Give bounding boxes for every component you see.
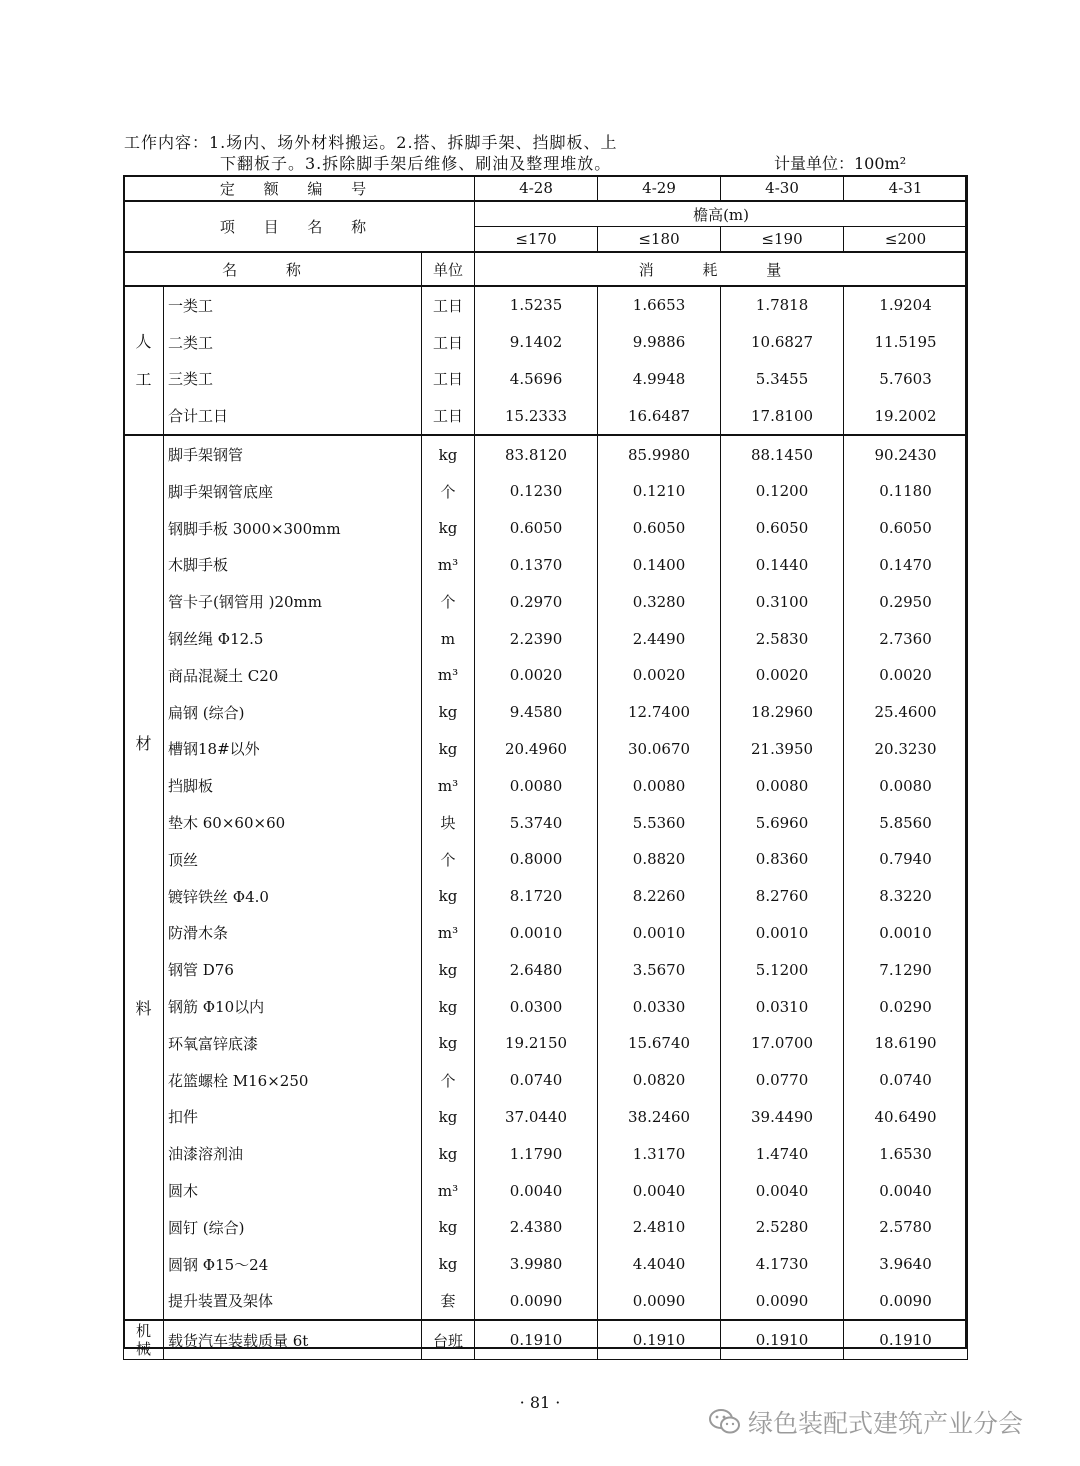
unit-col-label: 单位 — [422, 252, 475, 286]
value-cell: 1.7818 — [721, 286, 844, 324]
value-cell: 37.0440 — [475, 1099, 598, 1136]
row-unit: kg — [422, 1135, 475, 1172]
value-cell: 2.4810 — [598, 1209, 721, 1246]
height-cell: ≤180 — [598, 227, 721, 253]
row-unit: 个 — [422, 473, 475, 510]
row-name: 提升装置及架体 — [164, 1283, 422, 1321]
row-unit: 套 — [422, 1283, 475, 1321]
table-row — [124, 510, 968, 547]
value-cell: 0.0020 — [475, 657, 598, 694]
value-cell: 0.1400 — [598, 547, 721, 584]
value-cell: 3.9640 — [844, 1246, 968, 1283]
value-cell: 0.0020 — [598, 657, 721, 694]
table-row — [124, 767, 968, 804]
table-row — [124, 397, 968, 435]
row-unit: m — [422, 620, 475, 657]
row-unit: kg — [422, 435, 475, 473]
value-cell: 30.0670 — [598, 731, 721, 768]
name-label: 名 称 — [124, 252, 422, 286]
value-cell: 1.6530 — [844, 1135, 968, 1172]
value-cell: 2.2390 — [475, 620, 598, 657]
table-row — [124, 1135, 968, 1172]
value-cell: 9.4580 — [475, 694, 598, 731]
row-name: 商品混凝土 C20 — [164, 657, 422, 694]
code-cell: 4-28 — [475, 176, 598, 202]
unit-label: 计量单位：100m² — [774, 154, 907, 173]
value-cell: 1.5235 — [475, 286, 598, 324]
row-unit: kg — [422, 510, 475, 547]
row-name: 花篮螺栓 M16×250 — [164, 1062, 422, 1099]
value-cell: 0.1180 — [844, 473, 968, 510]
material-section — [124, 435, 968, 1320]
row-unit: m³ — [422, 915, 475, 952]
value-cell: 4.4040 — [598, 1246, 721, 1283]
consumption-label: 消 耗 量 — [475, 252, 968, 286]
value-cell: 0.0010 — [475, 915, 598, 952]
watermark — [708, 1404, 1023, 1442]
row-name: 合计工日 — [164, 397, 422, 435]
value-cell: 1.4740 — [721, 1135, 844, 1172]
value-cell: 0.7940 — [844, 841, 968, 878]
machine-group-char: 机 — [135, 1322, 151, 1341]
value-cell: 1.3170 — [598, 1135, 721, 1172]
value-cell: 40.6490 — [844, 1099, 968, 1136]
value-cell: 2.4380 — [475, 1209, 598, 1246]
value-cell: 0.1200 — [721, 473, 844, 510]
value-cell: 15.6740 — [598, 1025, 721, 1062]
value-cell: 0.2970 — [475, 583, 598, 620]
quota-code-label: 定 额 编 号 — [124, 176, 475, 202]
value-cell: 9.9886 — [598, 324, 721, 361]
material-group-char: 料 — [135, 999, 152, 1019]
value-cell: 0.0290 — [844, 988, 968, 1025]
value-cell: 0.1910 — [721, 1320, 844, 1360]
value-cell: 0.0040 — [721, 1172, 844, 1209]
value-cell: 0.3280 — [598, 583, 721, 620]
table-row — [124, 694, 968, 731]
value-cell: 0.1910 — [475, 1320, 598, 1360]
watermark-text: 绿色装配式建筑产业分会 — [748, 1409, 1024, 1438]
value-cell: 21.3950 — [721, 731, 844, 768]
row-name: 镀锌铁丝 Φ4.0 — [164, 878, 422, 915]
row-unit: kg — [422, 1025, 475, 1062]
row-unit: kg — [422, 694, 475, 731]
value-cell: 5.5360 — [598, 804, 721, 841]
work-content-line1: 工作内容：1.场内、场外材料搬运。2.搭、拆脚手架、挡脚板、上 — [124, 133, 618, 152]
row-unit: 块 — [422, 804, 475, 841]
row-name: 环氧富锌底漆 — [164, 1025, 422, 1062]
value-cell: 0.0080 — [844, 767, 968, 804]
page-number: · 81 · — [519, 1393, 561, 1412]
row-name: 油漆溶剂油 — [164, 1135, 422, 1172]
value-cell: 0.0820 — [598, 1062, 721, 1099]
table-row — [124, 583, 968, 620]
value-cell: 0.8820 — [598, 841, 721, 878]
value-cell: 83.8120 — [475, 435, 598, 473]
value-cell: 0.1910 — [598, 1320, 721, 1360]
value-cell: 3.9980 — [475, 1246, 598, 1283]
row-name: 二类工 — [164, 324, 422, 361]
labor-section — [124, 286, 968, 435]
value-cell: 0.1370 — [475, 547, 598, 584]
row-unit: kg — [422, 1099, 475, 1136]
row-name: 圆钢 Φ15～24 — [164, 1246, 422, 1283]
value-cell: 12.7400 — [598, 694, 721, 731]
value-cell: 8.1720 — [475, 878, 598, 915]
value-cell: 0.1440 — [721, 547, 844, 584]
table-row — [124, 804, 968, 841]
value-cell: 4.5696 — [475, 361, 598, 398]
table-row — [124, 951, 968, 988]
height-cell: ≤190 — [721, 227, 844, 253]
value-cell: 20.3230 — [844, 731, 968, 768]
value-cell: 8.2260 — [598, 878, 721, 915]
code-cell: 4-30 — [721, 176, 844, 202]
value-cell: 39.4490 — [721, 1099, 844, 1136]
value-cell: 0.1910 — [844, 1320, 968, 1360]
table-row — [124, 620, 968, 657]
value-cell: 2.4490 — [598, 620, 721, 657]
labor-group-char: 工 — [135, 369, 152, 389]
row-name: 圆木 — [164, 1172, 422, 1209]
value-cell: 0.1470 — [844, 547, 968, 584]
value-cell: 0.0010 — [721, 915, 844, 952]
row-name: 垫木 60×60×60 — [164, 804, 422, 841]
value-cell: 2.7360 — [844, 620, 968, 657]
value-cell: 0.0770 — [721, 1062, 844, 1099]
table-row — [124, 657, 968, 694]
height-cell: ≤170 — [475, 227, 598, 253]
item-name-label: 项 目 名 称 — [124, 201, 475, 252]
value-cell: 0.6050 — [844, 510, 968, 547]
row-unit: 个 — [422, 1062, 475, 1099]
value-cell: 19.2002 — [844, 397, 968, 435]
value-cell: 8.2760 — [721, 878, 844, 915]
value-cell: 1.6653 — [598, 286, 721, 324]
value-cell: 88.1450 — [721, 435, 844, 473]
value-cell: 15.2333 — [475, 397, 598, 435]
value-cell: 0.8360 — [721, 841, 844, 878]
table-row — [124, 841, 968, 878]
value-cell: 0.0040 — [475, 1172, 598, 1209]
row-name: 管卡子(钢管用 )20mm — [164, 583, 422, 620]
row-name: 顶丝 — [164, 841, 422, 878]
value-cell: 85.9980 — [598, 435, 721, 473]
value-cell: 0.2950 — [844, 583, 968, 620]
value-cell: 0.0330 — [598, 988, 721, 1025]
height-cell: ≤200 — [844, 227, 968, 253]
value-cell: 9.1402 — [475, 324, 598, 361]
table-row — [124, 1320, 968, 1360]
value-cell: 0.0080 — [598, 767, 721, 804]
value-cell: 0.0740 — [844, 1062, 968, 1099]
table-row — [124, 1246, 968, 1283]
material-group-char: 材 — [135, 734, 152, 754]
row-unit: 工日 — [422, 397, 475, 435]
height-label: 檐高(m) — [475, 201, 968, 227]
row-name: 脚手架钢管 — [164, 435, 422, 473]
row-unit: 工日 — [422, 324, 475, 361]
value-cell: 0.0020 — [844, 657, 968, 694]
row-unit: kg — [422, 878, 475, 915]
row-unit: 个 — [422, 841, 475, 878]
value-cell: 5.7603 — [844, 361, 968, 398]
value-cell: 90.2430 — [844, 435, 968, 473]
code-cell: 4-31 — [844, 176, 968, 202]
value-cell: 0.0090 — [475, 1283, 598, 1321]
table-row — [124, 1283, 968, 1321]
value-cell: 0.1230 — [475, 473, 598, 510]
table-row — [124, 1062, 968, 1099]
value-cell: 0.0300 — [475, 988, 598, 1025]
quota-table — [123, 175, 968, 1360]
value-cell: 0.0090 — [721, 1283, 844, 1321]
value-cell: 38.2460 — [598, 1099, 721, 1136]
row-unit: kg — [422, 1246, 475, 1283]
table-row — [124, 1209, 968, 1246]
value-cell: 0.8000 — [475, 841, 598, 878]
table-row — [124, 1025, 968, 1062]
value-cell: 0.6050 — [598, 510, 721, 547]
value-cell: 2.6480 — [475, 951, 598, 988]
value-cell: 0.0740 — [475, 1062, 598, 1099]
row-unit: 工日 — [422, 361, 475, 398]
row-unit: 个 — [422, 583, 475, 620]
row-unit: m³ — [422, 547, 475, 584]
labor-group-label — [124, 286, 164, 435]
table-row — [124, 324, 968, 361]
value-cell: 0.0010 — [844, 915, 968, 952]
value-cell: 5.6960 — [721, 804, 844, 841]
row-name: 一类工 — [164, 286, 422, 324]
row-name: 脚手架钢管底座 — [164, 473, 422, 510]
row-name: 钢筋 Φ10以内 — [164, 988, 422, 1025]
value-cell: 0.0010 — [598, 915, 721, 952]
row-unit: kg — [422, 731, 475, 768]
labor-group-char: 人 — [135, 331, 152, 351]
row-name: 钢脚手板 3000×300mm — [164, 510, 422, 547]
row-unit: kg — [422, 1209, 475, 1246]
row-unit: 工日 — [422, 286, 475, 324]
value-cell: 18.6190 — [844, 1025, 968, 1062]
value-cell: 4.9948 — [598, 361, 721, 398]
row-name: 木脚手板 — [164, 547, 422, 584]
row-name: 载货汽车装载质量 6t — [164, 1320, 422, 1360]
table-row — [124, 473, 968, 510]
value-cell: 0.1210 — [598, 473, 721, 510]
row-unit: kg — [422, 951, 475, 988]
row-name: 扁钢 (综合) — [164, 694, 422, 731]
value-cell: 20.4960 — [475, 731, 598, 768]
value-cell: 2.5830 — [721, 620, 844, 657]
value-cell: 1.1790 — [475, 1135, 598, 1172]
value-cell: 5.3740 — [475, 804, 598, 841]
machine-group-char: 械 — [135, 1340, 151, 1359]
row-name: 挡脚板 — [164, 767, 422, 804]
row-name: 三类工 — [164, 361, 422, 398]
table-row — [124, 1099, 968, 1136]
value-cell: 17.8100 — [721, 397, 844, 435]
value-cell: 5.3455 — [721, 361, 844, 398]
row-unit: m³ — [422, 1172, 475, 1209]
value-cell: 19.2150 — [475, 1025, 598, 1062]
table-row — [124, 1172, 968, 1209]
row-unit: kg — [422, 988, 475, 1025]
row-name: 圆钉 (综合) — [164, 1209, 422, 1246]
table-row — [124, 878, 968, 915]
table-header — [124, 176, 968, 287]
table-row — [124, 361, 968, 398]
value-cell: 0.3100 — [721, 583, 844, 620]
value-cell: 8.3220 — [844, 878, 968, 915]
value-cell: 1.9204 — [844, 286, 968, 324]
value-cell: 17.0700 — [721, 1025, 844, 1062]
code-cell: 4-29 — [598, 176, 721, 202]
value-cell: 3.5670 — [598, 951, 721, 988]
row-name: 钢丝绳 Φ12.5 — [164, 620, 422, 657]
table-row — [124, 286, 968, 324]
value-cell: 0.6050 — [721, 510, 844, 547]
value-cell: 0.0090 — [844, 1283, 968, 1321]
material-group-label — [124, 435, 164, 1320]
value-cell: 0.0080 — [721, 767, 844, 804]
table-row — [124, 915, 968, 952]
value-cell: 0.0040 — [598, 1172, 721, 1209]
value-cell: 2.5780 — [844, 1209, 968, 1246]
value-cell: 4.1730 — [721, 1246, 844, 1283]
value-cell: 10.6827 — [721, 324, 844, 361]
row-name: 钢管 D76 — [164, 951, 422, 988]
table-row — [124, 547, 968, 584]
value-cell: 18.2960 — [721, 694, 844, 731]
row-unit: 台班 — [422, 1320, 475, 1360]
row-name: 防滑木条 — [164, 915, 422, 952]
work-content-line2: 下翻板子。3.拆除脚手架后维修、刷油及整理堆放。 — [220, 154, 612, 173]
value-cell: 0.0040 — [844, 1172, 968, 1209]
machine-section — [124, 1320, 968, 1360]
table-row — [124, 988, 968, 1025]
value-cell: 25.4600 — [844, 694, 968, 731]
value-cell: 16.6487 — [598, 397, 721, 435]
value-cell: 11.5195 — [844, 324, 968, 361]
value-cell: 0.6050 — [475, 510, 598, 547]
value-cell: 5.1200 — [721, 951, 844, 988]
value-cell: 0.0090 — [598, 1283, 721, 1321]
value-cell: 5.8560 — [844, 804, 968, 841]
value-cell: 2.5280 — [721, 1209, 844, 1246]
row-name: 槽钢18#以外 — [164, 731, 422, 768]
row-unit: m³ — [422, 767, 475, 804]
machine-group-label — [124, 1320, 164, 1360]
value-cell: 0.0080 — [475, 767, 598, 804]
value-cell: 7.1290 — [844, 951, 968, 988]
row-name: 扣件 — [164, 1099, 422, 1136]
table-row — [124, 731, 968, 768]
value-cell: 0.0310 — [721, 988, 844, 1025]
row-unit: m³ — [422, 657, 475, 694]
wechat-icon — [708, 1408, 742, 1442]
table-row — [124, 435, 968, 473]
value-cell: 0.0020 — [721, 657, 844, 694]
